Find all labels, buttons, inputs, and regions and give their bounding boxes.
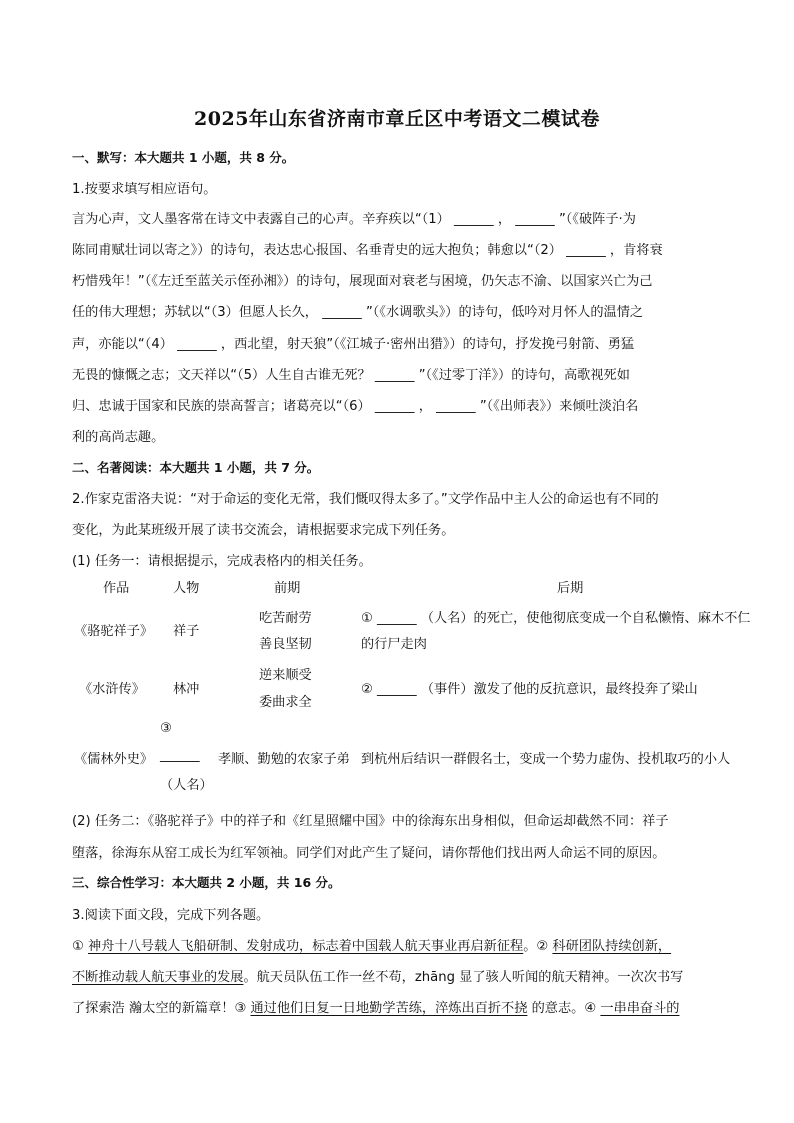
underlined-sentence-2: 科研团队持续创新， (552, 939, 672, 954)
passage-text: 的意志。④ (527, 1001, 601, 1016)
row3-person-blank: ______ (160, 748, 200, 763)
passage-text: 了探索浩 瀚太空的新篇章！③ (72, 1001, 251, 1016)
row2-work: 《水浒传》 (79, 682, 145, 697)
q1-line-1: 言为心声，文人墨客常在诗文中表露自己的心声。辛弃疾以“（1） ______ ， ______ ”（《破阵子·为 (72, 212, 636, 227)
table-header-late: 后期 (557, 581, 584, 596)
passage-line-2 (72, 966, 732, 985)
section2-heading: 二、名著阅读：本大题共 1 小题，共 7 分。 (72, 460, 320, 475)
q1-line-4: 任的伟大理想；苏轼以“（3）但愿人长久， ______ ”（《水调歌头》）的诗句，低吟对月怀人的温情之 (72, 305, 644, 320)
row1-work: 《骆驼祥子》 (74, 624, 154, 639)
row3-person-note: （人名） (160, 778, 213, 793)
task2-line-1: (2) 任务二：《骆驼祥子》中的祥子和《红星照耀中国》中的徐海东出身相似，但命运却截然不同：祥子 (72, 814, 669, 829)
underlined-sentence-1: 神舟十八号载人飞船研制、发射成功，标志着中国载人航天事业再启新征程 (88, 939, 524, 954)
underlined-sentence-2-cont: 不断推动载人航天事业的发展 (72, 970, 244, 985)
row3-late-1: 到杭州后结识一群假名士，变成一个势力虚伪、投机取巧的小人 (361, 752, 731, 767)
row2-person: 林冲 (173, 682, 200, 697)
table-header-work: 作品 (103, 581, 130, 596)
table-header-person: 人物 (173, 581, 200, 596)
q2-line-2: 变化，为此某班级开展了读书交流会，请根据要求完成下列任务。 (72, 523, 455, 538)
row2-late-1: ② ______ （事件）激发了他的反抗意识，最终投奔了梁山 (361, 682, 698, 697)
passage-text: ① (72, 939, 89, 954)
underlined-sentence-3: 通过他们日复一日地勤学苦练，淬炼出百折不挠 (250, 1001, 528, 1016)
q1-line-5: 声，亦能以“（4） ______ ，西北望，射天狼”（《江城子·密州出猎》）的诗句，抒发挽弓射箭、勇猛 (72, 337, 635, 352)
section3-heading: 三、综合性学习：本大题共 2 小题，共 16 分。 (72, 875, 341, 890)
passage-text: 。航天员队伍工作一丝不苟，zhāng 显了骇人听闻的航天精神。一次次书写 (243, 970, 684, 985)
passage-line-1 (72, 935, 732, 954)
row1-late-1: ① ______ （人名）的死亡，使他彻底变成一个自私懒惰、麻木不仁 (361, 611, 751, 626)
row1-early-2: 善良坚韧 (259, 637, 312, 652)
q1-line-3: 朽惜残年！”（《左迁至蓝关示侄孙湘》）的诗句，展现面对衰老与困境，仍矢志不渝、以国家兴亡为己 (72, 274, 653, 289)
task2-line-2: 堕落，徐海东从窑工成长为红军领袖。同学们对此产生了疑问，请你帮他们找出两人命运不同的原因。 (72, 846, 666, 861)
row3-person-marker: ③ (160, 721, 172, 736)
row1-late-2: 的行尸走肉 (361, 637, 427, 652)
page-title: 2025年山东省济南市章丘区中考语文二模试卷 (194, 108, 600, 130)
question1-title: 1.按要求填写相应语句。 (72, 182, 217, 197)
row1-early-1: 吃苦耐劳 (259, 611, 312, 626)
row2-early-2: 委曲求全 (259, 695, 312, 710)
task1-label: (1) 任务一：请根据提示，完成表格内的相关任务。 (72, 554, 372, 569)
q1-line-8: 利的高尚志趣。 (72, 430, 165, 445)
table-header-early: 前期 (274, 581, 301, 596)
passage-text: 。② (523, 939, 553, 954)
row3-work: 《儒林外史》 (74, 752, 154, 767)
row3-early-1: 孝顺、勤勉的农家子弟 (218, 752, 350, 767)
q1-line-6: 无畏的慷慨之志；文天祥以“（5）人生自古谁无死？ ______ ”（《过零丁洋》）的诗句，高歌视死如 (72, 368, 630, 383)
q1-line-2: 陈同甫赋壮词以寄之》）的诗句，表达忠心报国、名垂青史的远大抱负；韩愈以“（2） ______ ，肯将衰 (72, 243, 663, 258)
question3-title: 3.阅读下面文段，完成下列各题。 (72, 908, 270, 923)
underlined-sentence-4: 一串串奋斗的 (600, 1001, 680, 1016)
q2-line-1: 2.作家克雷洛夫说：“对于命运的变化无常，我们慨叹得太多了。”文学作品中主人公的命运也有不同的 (72, 492, 659, 507)
row2-early-1: 逆来顺受 (259, 668, 312, 683)
section1-heading: 一、默写：本大题共 1 小题，共 8 分。 (72, 150, 295, 165)
passage-line-3 (72, 997, 732, 1016)
row1-person: 祥子 (173, 624, 200, 639)
q1-line-7: 归、忠诚于国家和民族的崇高誓言；诸葛亮以“（6） ______ ， ______ ”（《出师表》）来倾吐淡泊名 (72, 399, 639, 414)
